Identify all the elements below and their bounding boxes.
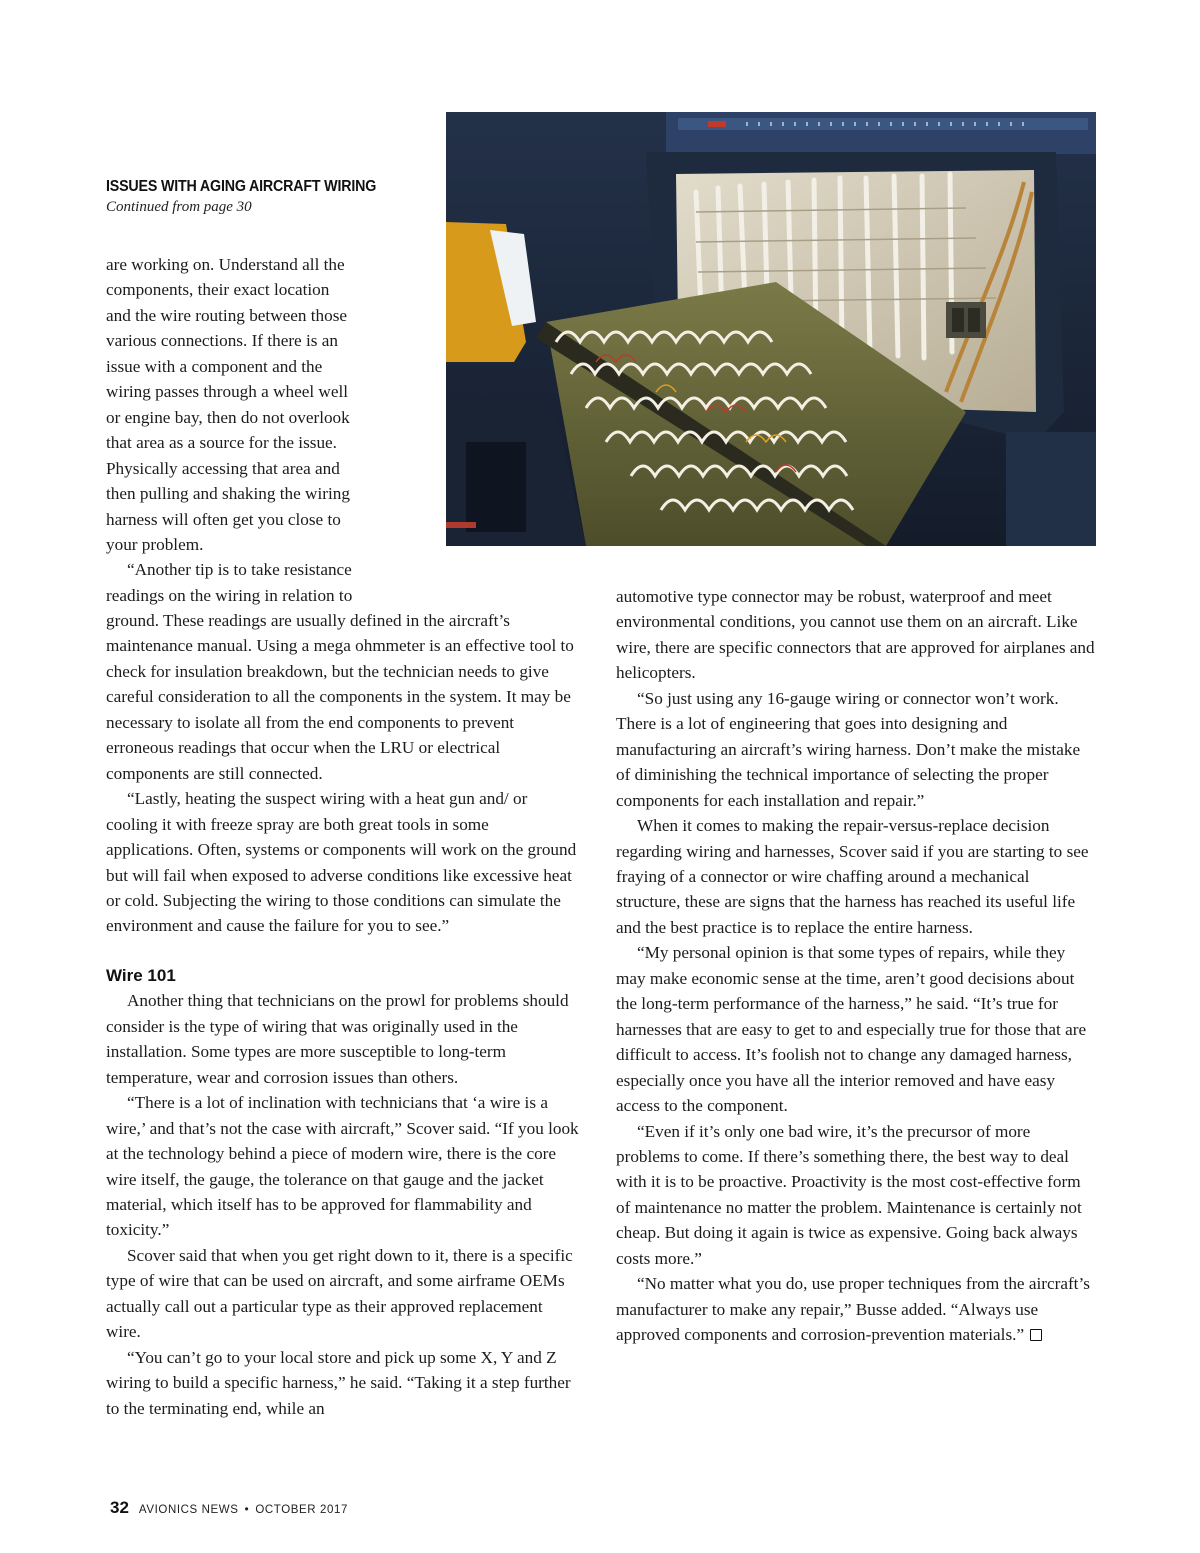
avionics-wiring-photo	[446, 112, 1096, 546]
issue-date: OCTOBER 2017	[255, 1504, 348, 1516]
text-line: and the wire routing between those	[106, 305, 348, 325]
text-line: or engine bay, then do not overlook	[106, 407, 350, 427]
paragraph: When it comes to making the repair-versus-replace decision regarding wiring and harnesses, Scover said if you are starting to see fraying of a connector or wire chaffing around a mechanical structure, these are signs that the harness has reached its useful life and the best practice is to replace the entire harness.	[616, 816, 1089, 937]
article-photo	[446, 112, 1096, 546]
text-line: readings on the wiring in relation to	[106, 585, 353, 605]
text-line: harness will often get you close to	[106, 509, 341, 529]
publication-name: AVIONICS NEWS	[138, 1504, 239, 1516]
text-line: Physically accessing that area and	[106, 458, 340, 478]
paragraph-text: “No matter what you do, use proper techniques from the aircraft’s manufacturer to make any repair,” Busse added. “Always use approved components and corrosion-prevention materials.”	[616, 1274, 1090, 1345]
end-mark-icon	[1030, 1329, 1042, 1341]
text-line: wiring passes through a wheel well	[106, 382, 349, 402]
text-line: your problem.	[106, 534, 204, 554]
paragraph: “My personal opinion is that some types of repairs, while they may make economic sense at the time, aren’t good decisions about the long-term performance of the harness,” he said. “It’s true for harnesses that are easy to get to and especially true for those that are difficult to access. It’s foolish not to change any damaged harness, especially once you have all the interior removed and have easy access to the component.	[616, 943, 1087, 1116]
paragraph: Another thing that technicians on the prowl for problems should consider is the type of wiring that was originally used in the installation. Some types are more susceptible to long-term temperature, wear and corrosion issues than others.	[106, 991, 569, 1087]
column-1-wrapped	[106, 252, 436, 608]
paragraph: “Lastly, heating the suspect wiring with a heat gun and/ or cooling it with freeze spray are both great tools in some applications. Often, systems or components will work on the ground but will fail when exposed to adverse conditions like excessive heat or cold. Subjecting the wiring to those conditions can simulate the environment and cause the failure for you to see.”	[106, 789, 577, 936]
text-line: that area as a source for the issue.	[106, 433, 337, 453]
text-line: issue with a component and the	[106, 356, 323, 376]
paragraph	[616, 1271, 1096, 1347]
page-number: 32	[110, 1498, 129, 1517]
paragraph: ground. These readings are usually defined in the aircraft’s maintenance manual. Using a mega ohmmeter is an effective tool to check for insulation breakdown, but the technician needs to give careful consideration to all the components in the system. It may be necessary to isolate all from the end components to prevent erroneous readings that occur when the LRU or electrical components are still connected.	[106, 611, 574, 783]
paragraph: automotive type connector may be robust, waterproof and meet environmental conditions, you cannot use them on an aircraft. Like wire, there are specific connectors that are approved for airplanes and helicopters.	[616, 587, 1095, 683]
text-line: “Another tip is to take resistance	[127, 560, 352, 580]
paragraph: Scover said that when you get right down to it, there is a specific type of wire that can be used on aircraft, and some airframe OEMs actually call out a particular type as their approved replacement wire.	[106, 1245, 573, 1342]
column-2	[616, 584, 1096, 1348]
paragraph: “So just using any 16-gauge wiring or connector won’t work. There is a lot of engineering that goes into designing and manufacturing an aircraft’s wiring harness. Don’t make the mistake of diminishing the technical importance of selecting the proper components for each installation and repair.”	[616, 688, 1081, 810]
section-kicker: ISSUES WITH AGING AIRCRAFT WIRING	[106, 178, 377, 195]
section-heading: Wire 101	[106, 965, 176, 985]
paragraph: “You can’t go to your local store and pick up some X, Y and Z wiring to build a specific harness,” he said. “Taking it a step further to the terminating end, while an	[106, 1347, 571, 1418]
text-line: are working on. Understand all the	[106, 255, 345, 274]
column-1	[106, 608, 580, 1421]
page-footer	[110, 1498, 348, 1518]
text-line: then pulling and shaking the wiring	[106, 484, 350, 504]
continued-note: Continued from page 30	[106, 199, 252, 215]
paragraph: “Even if it’s only one bad wire, it’s the precursor of more problems to come. If there’s something there, the best way to deal with it is to be proactive. Proactivity is the most cost-effective form of maintenance no matter the problem. Maintenance is certainly not cheap. But doing it again is twice as expensive. Going back always costs more.”	[616, 1121, 1082, 1268]
footer-separator: •	[244, 1502, 250, 1516]
paragraph: “There is a lot of inclination with technicians that ‘a wire is a wire,’ and that’s not the case with aircraft,” Scover said. “If you look at the technology behind a piece of modern wire, there is the core wire itself, the gauge, the tolerance on that gauge and the jacket material, which itself has to be approved for flammability and toxicity.”	[106, 1093, 579, 1240]
text-line: components, their exact location	[106, 280, 330, 300]
text-line: various connections. If there is an	[106, 331, 338, 351]
